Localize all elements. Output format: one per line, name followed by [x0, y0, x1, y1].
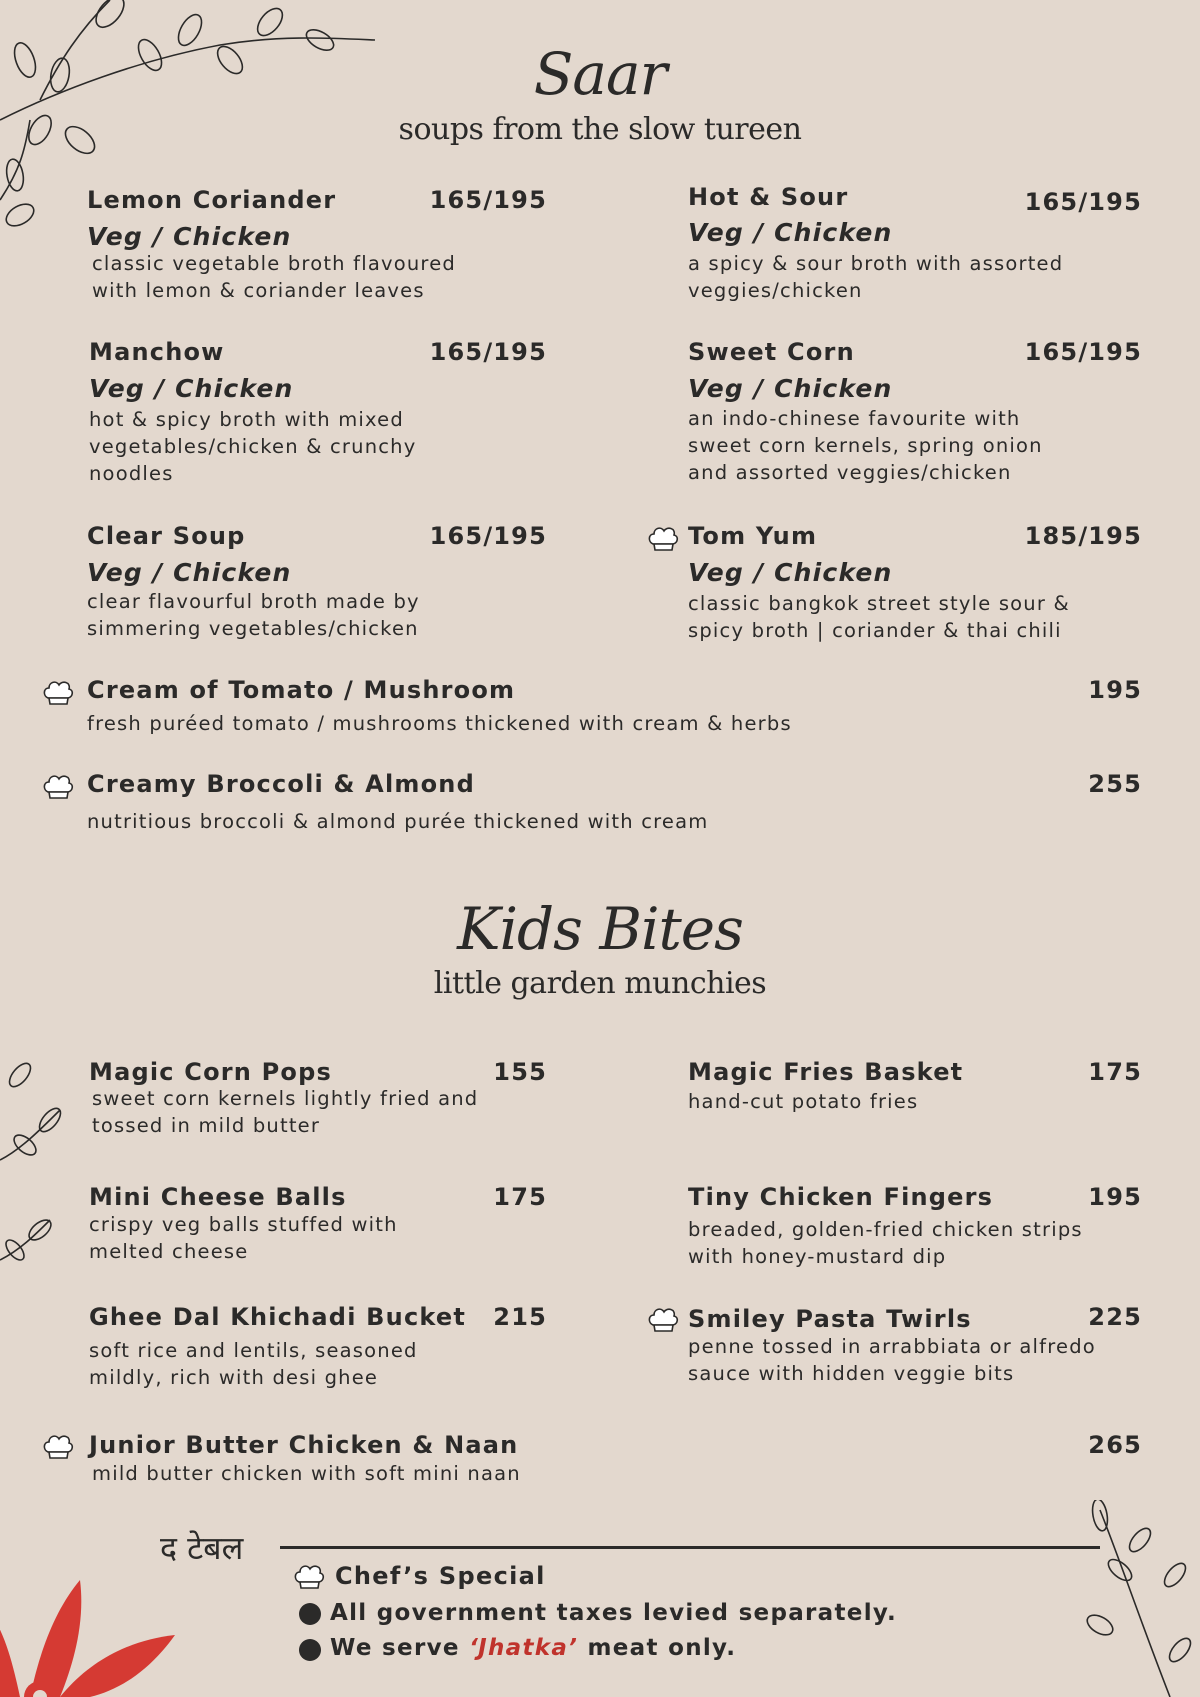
section-title-saar: Saar: [533, 40, 667, 108]
menu-item-description: classic bangkok street style sour & spicy broth | coriander & thai chili: [688, 592, 1070, 642]
menu-item-name: Cream of Tomato / Mushroom: [87, 676, 516, 704]
menu-item-name: Ghee Dal Khichadi Bucket: [89, 1303, 467, 1331]
menu-item-price: 265: [1088, 1431, 1142, 1459]
menu-item-name: Clear Soup: [87, 522, 246, 550]
menu-item-description: soft rice and lentils, seasoned mildly, rich with desi ghee: [89, 1339, 418, 1389]
menu-item-price: 175: [493, 1183, 547, 1211]
menu-item-description: penne tossed in arrabbiata or alfredo sauce with hidden veggie bits: [688, 1335, 1096, 1385]
menu-item-name: Magic Fries Basket: [688, 1058, 964, 1086]
leaf-branch-decoration: [0, 1060, 80, 1290]
menu-item-name: Tom Yum: [688, 522, 818, 550]
menu-item-variant: Veg / Chicken: [87, 558, 292, 587]
menu-item-price: 165/195: [1024, 338, 1142, 366]
menu-item-description: mild butter chicken with soft mini naan: [92, 1462, 521, 1485]
red-flower-decoration: [0, 1540, 180, 1697]
menu-item-name: Creamy Broccoli & Almond: [87, 770, 475, 798]
menu-item-variant: Veg / Chicken: [688, 218, 893, 247]
menu-item-description: hand-cut potato fries: [688, 1090, 919, 1113]
menu-item-price: 155: [493, 1058, 547, 1086]
bullet-dot: [299, 1639, 321, 1661]
note-taxes: All government taxes levied separately.: [330, 1600, 898, 1626]
menu-item-name: Hot & Sour: [688, 183, 849, 211]
menu-item-variant: Veg / Chicken: [89, 374, 294, 403]
menu-item-price: 165/195: [429, 338, 547, 366]
menu-item-description: classic vegetable broth flavoured with lemon & coriander leaves: [92, 252, 456, 302]
menu-item-variant: Veg / Chicken: [87, 222, 292, 251]
section-subtitle-saar: soups from the slow tureen: [398, 112, 802, 147]
menu-item-description: breaded, golden-fried chicken strips with honey-mustard dip: [688, 1218, 1083, 1268]
menu-item-name: Manchow: [89, 338, 225, 366]
leaf-branch-decoration: [1080, 1500, 1200, 1697]
menu-item-price: 195: [1088, 676, 1142, 704]
menu-item-price: 195: [1088, 1183, 1142, 1211]
menu-item-price: 255: [1088, 770, 1142, 798]
chef-hat-icon: [42, 772, 74, 800]
chef-hat-icon: [42, 1432, 74, 1460]
section-subtitle-kids-bites: little garden munchies: [433, 966, 767, 1001]
menu-item-description: clear flavourful broth made by simmering vegetables/chicken: [87, 590, 420, 640]
chef-hat-icon: [647, 524, 679, 552]
menu-item-description: hot & spicy broth with mixed vegetables/chicken & crunchy noodles: [89, 408, 417, 485]
menu-item-price: 185/195: [1024, 522, 1142, 550]
menu-item-name: Tiny Chicken Fingers: [688, 1183, 994, 1211]
note-meat-prefix: We serve: [330, 1635, 470, 1661]
menu-item-name: Lemon Coriander: [87, 186, 337, 214]
footer-divider: [280, 1546, 1100, 1549]
menu-item-price: 225: [1088, 1303, 1142, 1331]
menu-item-name: Junior Butter Chicken & Naan: [89, 1431, 519, 1459]
menu-item-name: Sweet Corn: [688, 338, 855, 366]
section-title-kids-bites: Kids Bites: [457, 895, 743, 963]
menu-item-price: 165/195: [429, 522, 547, 550]
chef-hat-icon: [42, 678, 74, 706]
note-meat-highlight: ‘Jhatka’: [469, 1635, 579, 1661]
menu-item-variant: Veg / Chicken: [688, 558, 893, 587]
menu-item-name: Smiley Pasta Twirls: [688, 1305, 972, 1333]
menu-item-description: fresh puréed tomato / mushrooms thickened with cream & herbs: [87, 712, 792, 735]
menu-item-description: sweet corn kernels lightly fried and tossed in mild butter: [92, 1087, 479, 1137]
menu-item-description: crispy veg balls stuffed with melted cheese: [89, 1213, 398, 1263]
menu-item-description: a spicy & sour broth with assorted veggies/chicken: [688, 252, 1064, 302]
menu-item-price: 175: [1088, 1058, 1142, 1086]
note-meat-suffix: meat only.: [578, 1635, 737, 1661]
bullet-dot: [299, 1603, 321, 1625]
menu-item-description: an indo-chinese favourite with sweet corn kernels, spring onion and assorted veggies/chicken: [688, 407, 1043, 484]
legend-chef-special: Chef’s Special: [335, 1562, 546, 1590]
menu-item-price: 165/195: [429, 186, 547, 214]
brand-logo-text: द टेबल: [160, 1529, 244, 1567]
menu-item-name: Mini Cheese Balls: [89, 1183, 347, 1211]
menu-item-variant: Veg / Chicken: [688, 374, 893, 403]
chef-hat-icon: [647, 1305, 679, 1333]
chef-hat-icon: [293, 1562, 325, 1590]
menu-item-price: 165/195: [1024, 188, 1142, 216]
menu-item-description: nutritious broccoli & almond purée thickened with cream: [87, 810, 709, 833]
note-meat: [330, 1635, 736, 1661]
menu-item-name: Magic Corn Pops: [89, 1058, 332, 1086]
menu-item-price: 215: [493, 1303, 547, 1331]
